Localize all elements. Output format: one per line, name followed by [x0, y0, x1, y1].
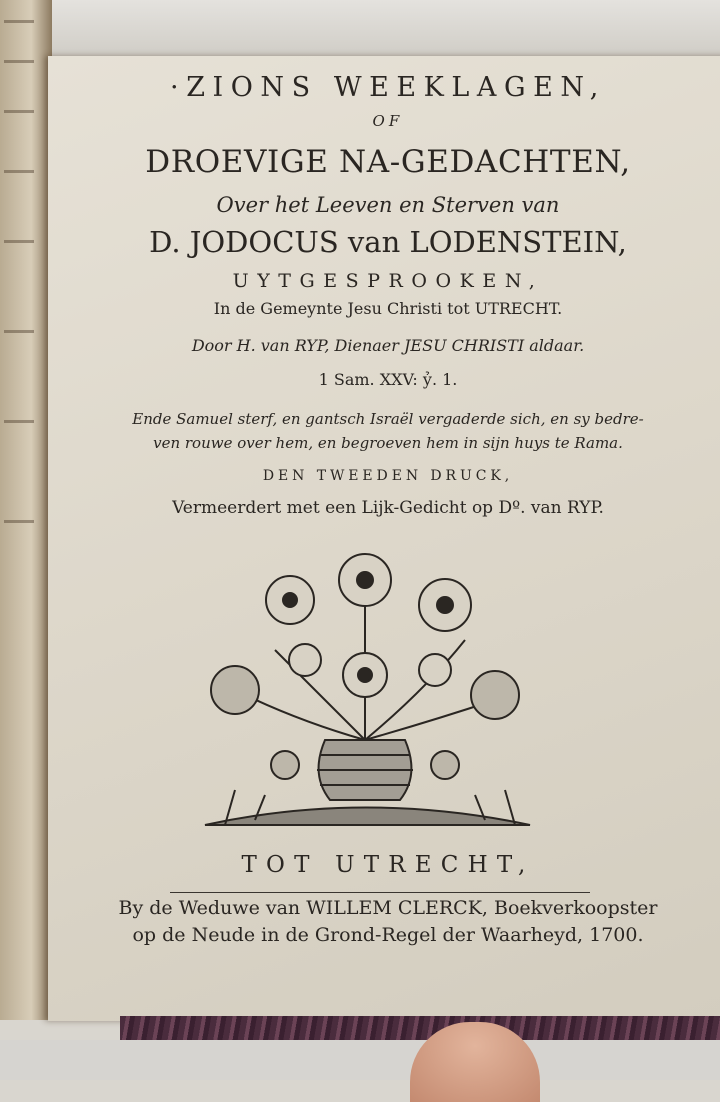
- edition-line: DEN TWEEDEN DRUCK,: [262, 468, 514, 484]
- background-top: [0, 0, 720, 60]
- subject-name: D. JODOCUS van LODENSTEIN,: [149, 225, 627, 259]
- facing-page-edge: [0, 0, 52, 1020]
- spoken-line: UYTGESPROOKEN,: [232, 270, 544, 292]
- imprint-city: TOT UTRECHT,: [241, 852, 535, 878]
- author-line: Door H. van RYP, Dienaer JESU CHRISTI aldaar.: [191, 336, 585, 355]
- quote-line-1: Ende Samuel sterf, en gantsch Israël vergaderde sich, en sy bedre-: [132, 410, 644, 428]
- flower-vase-engraving-icon: [195, 540, 540, 840]
- imprint-line-2: op de Neude in de Grond-Regel der Waarheyd, 1700.: [132, 924, 644, 946]
- title-line-1: ·ZIONS WEEKLAGEN,: [170, 72, 606, 103]
- addition-line: Vermeerdert met een Lijk-Gedicht op Dº. van RYP.: [172, 498, 604, 518]
- place-line: In de Gemeynte Jesu Christi tot UTRECHT.: [213, 299, 563, 318]
- subtitle: Over het Leeven en Sterven van: [216, 193, 560, 217]
- quote-line-2: ven rouwe over hem, en begroeven hem in sijn huys te Rama.: [153, 434, 623, 452]
- imprint-line-1: By de Weduwe van WILLEM CLERCK, Boekverkoopster: [118, 897, 658, 919]
- title-of: OF: [372, 112, 404, 130]
- scripture-reference: 1 Sam. XXV: ỷ. 1.: [318, 370, 458, 389]
- title-line-2: DROEVIGE NA-GEDACHTEN,: [145, 144, 631, 180]
- divider-rule: [170, 892, 590, 893]
- background-bottom: [0, 1040, 720, 1080]
